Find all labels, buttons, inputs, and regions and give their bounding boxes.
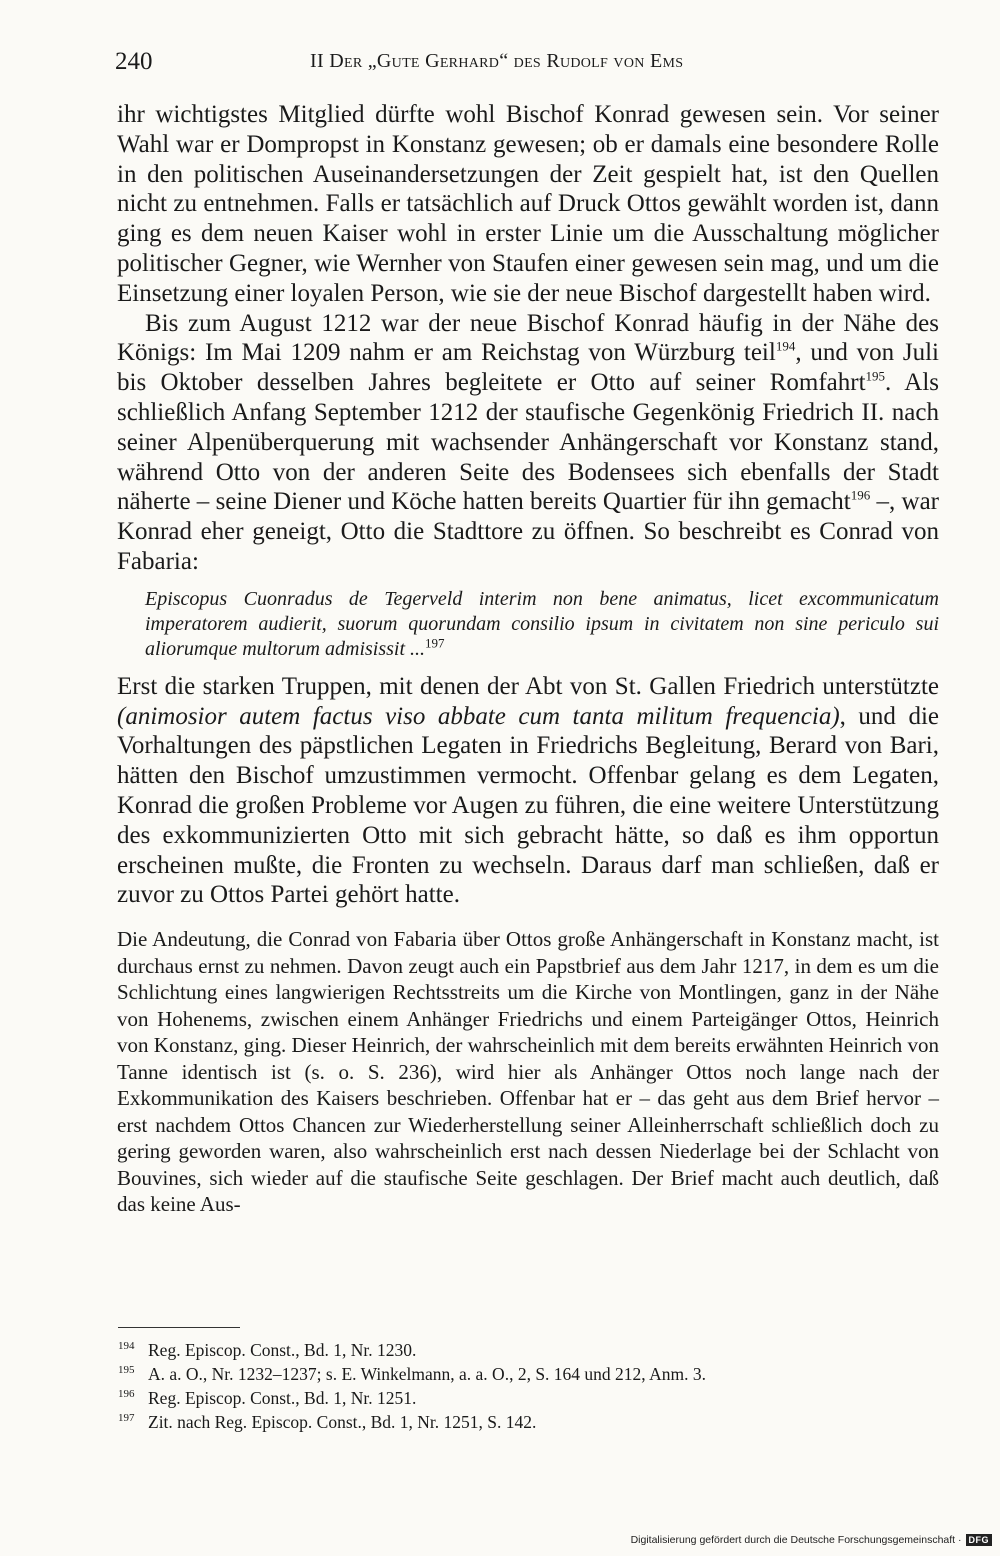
paragraph-3 [117, 672, 939, 910]
paragraph-2 [117, 309, 939, 577]
paragraph-2-text-b: , und von Juli bis Oktober desselben Jahres begleitete er Otto auf seiner Romfahrt [117, 339, 939, 397]
footnote-ref-195: 195 [865, 368, 886, 384]
latin-block-quote [145, 587, 939, 662]
footnote-text: Zit. nach Reg. Episcop. Const., Bd. 1, Nr. 1251, S. 142. [148, 1412, 537, 1432]
page-header [115, 48, 945, 80]
footnote-195: 195 A. a. O., Nr. 1232–1237; s. E. Winkelmann, a. a. O., 2, S. 164 und 212, Anm. 3. [118, 1364, 706, 1384]
quote-text: Episcopus Cuonradus de Tegerveld interim non bene animatus, licet excommunicatum imperatorem audierit, suorum quorundam consilio ipsum in civitatem non sine periculo sui aliorumque multorum admisissit ... [145, 587, 939, 660]
footnote-197: 197 Zit. nach Reg. Episcop. Const., Bd. 1, Nr. 1251, S. 142. [118, 1412, 537, 1432]
footnote-separator [118, 1327, 240, 1328]
footnote-ref-194: 194 [775, 339, 796, 355]
paragraph-2-text-c: . Als schließlich Anfang September 1212 der staufische Gegenkönig Friedrich II. nach seiner Alpenüberquerung mit wachsender Anhängerschaft vor Konstanz stand, während Otto von der anderen Seite des Bodensees sich ebenfalls der Stadt näherte – seine Diener und Köche hatten bereits Quartier für ihn gemacht [117, 369, 939, 516]
digitization-credit [631, 1534, 992, 1546]
main-text [117, 100, 939, 1218]
footnote-text: Reg. Episcop. Const., Bd. 1, Nr. 1230. [148, 1340, 417, 1360]
running-title: II Der „Gute Gerhard“ des Rudolf von Ems [310, 50, 684, 72]
footnote-194: 194 Reg. Episcop. Const., Bd. 1, Nr. 1230. [118, 1340, 417, 1360]
footnote-ref-196: 196 [850, 488, 871, 504]
footnote-text: Reg. Episcop. Const., Bd. 1, Nr. 1251. [148, 1388, 417, 1408]
paragraph-2-text-d: –, war Konrad eher geneigt, Otto die Stadttore zu öffnen. So beschreibt es Conrad von Fabaria: [117, 488, 939, 575]
paragraph-1: ihr wichtigstes Mitglied dürfte wohl Bischof Konrad gewesen sein. Vor seiner Wahl war er Dompropst in Konstanz gewesen; ob er damals eine besondere Rolle in den politischen Auseinandersetzungen der Zeit gespielt hat, ist den Quellen nicht zu entnehmen. Falls er tatsächlich auf Druck Ottos gewählt worden ist, dann ging es dem neuen Kaiser wohl in erster Linie um die Ausschaltung möglicher politischer Gegner, wie Wernher von Staufen einer gewesen sein mag, und um die Einsetzung einer loyalen Person, wie sie der neue Bischof dargestellt haben wird. [117, 101, 939, 307]
paragraph-4-small-print: Die Andeutung, die Conrad von Fabaria über Ottos große Anhängerschaft in Konstanz macht, ist durchaus ernst zu nehmen. Davon zeugt auch ein Papstbrief aus dem Jahr 1217, in dem es um die Schlichtung eines langwierigen Rechtsstreits um die Kirche von Montlingen, ganz in der Nähe von Hohenems, zwischen einem Anhänger Friedrichs und einem Parteigänger Ottos, Heinrich von Konstanz, ging. Dieser Heinrich, der wahrscheinlich mit dem bereits erwähnten Heinrich von Tanne identisch ist (s. o. S. 236), wird hier als Anhänger Ottos noch lange nach der Exkommunikation des Kaisers beschrieben. Offenbar hat er – das geht aus dem Brief hervor – erst nachdem Ottos Chancen zur Wiederherstellung seiner Alleinherrschaft schließlich doch zu gering geworden waren, also wahrscheinlich erst nach dessen Niederlage bei der Schlacht von Bouvines, sich wieder auf die staufische Seite geschlagen. Der Brief macht auch deutlich, daß das keine Aus- [117, 927, 939, 1217]
footnotes [118, 1338, 918, 1434]
paragraph-2-text-a: Bis zum August 1212 war der neue Bischof Konrad häufig in der Nähe des Königs: Im Mai 1209 nahm er am Reichstag von Würzburg teil [117, 309, 939, 367]
footnote-text: A. a. O., Nr. 1232–1237; s. E. Winkelmann, a. a. O., 2, S. 164 und 212, Anm. 3. [148, 1364, 706, 1384]
dfg-logo-icon: DFG [966, 1534, 993, 1546]
page-number: 240 [115, 48, 153, 75]
paragraph-3-text-b: , und die Vorhaltungen des päpstlichen Legaten in Friedrichs Begleitung, Berard von Bari, hätten den Bischof umzustimmen vermocht. Offenbar gelang es dem Legaten, Konrad die großen Probleme vor Augen zu führen, die eine weitere Unterstützung des exkommunizierten Otto mit sich gebracht hätte, so daß es ihm opportun erscheinen mußte, die Fronten zu wechseln. Daraus darf man schließen, daß er zuvor zu Ottos Partei gehört hatte. [117, 702, 939, 909]
footnote-ref-197: 197 [425, 635, 445, 651]
credit-text: Digitalisierung gefördert durch die Deutsche Forschungsgemeinschaft · [630, 1534, 962, 1546]
footnote-196: 196 Reg. Episcop. Const., Bd. 1, Nr. 1251. [118, 1388, 417, 1408]
paragraph-3-latin-phrase: (animosior autem factus viso abbate cum tanta militum frequencia) [117, 702, 840, 730]
paragraph-3-text-a: Erst die starken Truppen, mit denen der Abt von St. Gallen Friedrich unterstützte [117, 672, 939, 700]
